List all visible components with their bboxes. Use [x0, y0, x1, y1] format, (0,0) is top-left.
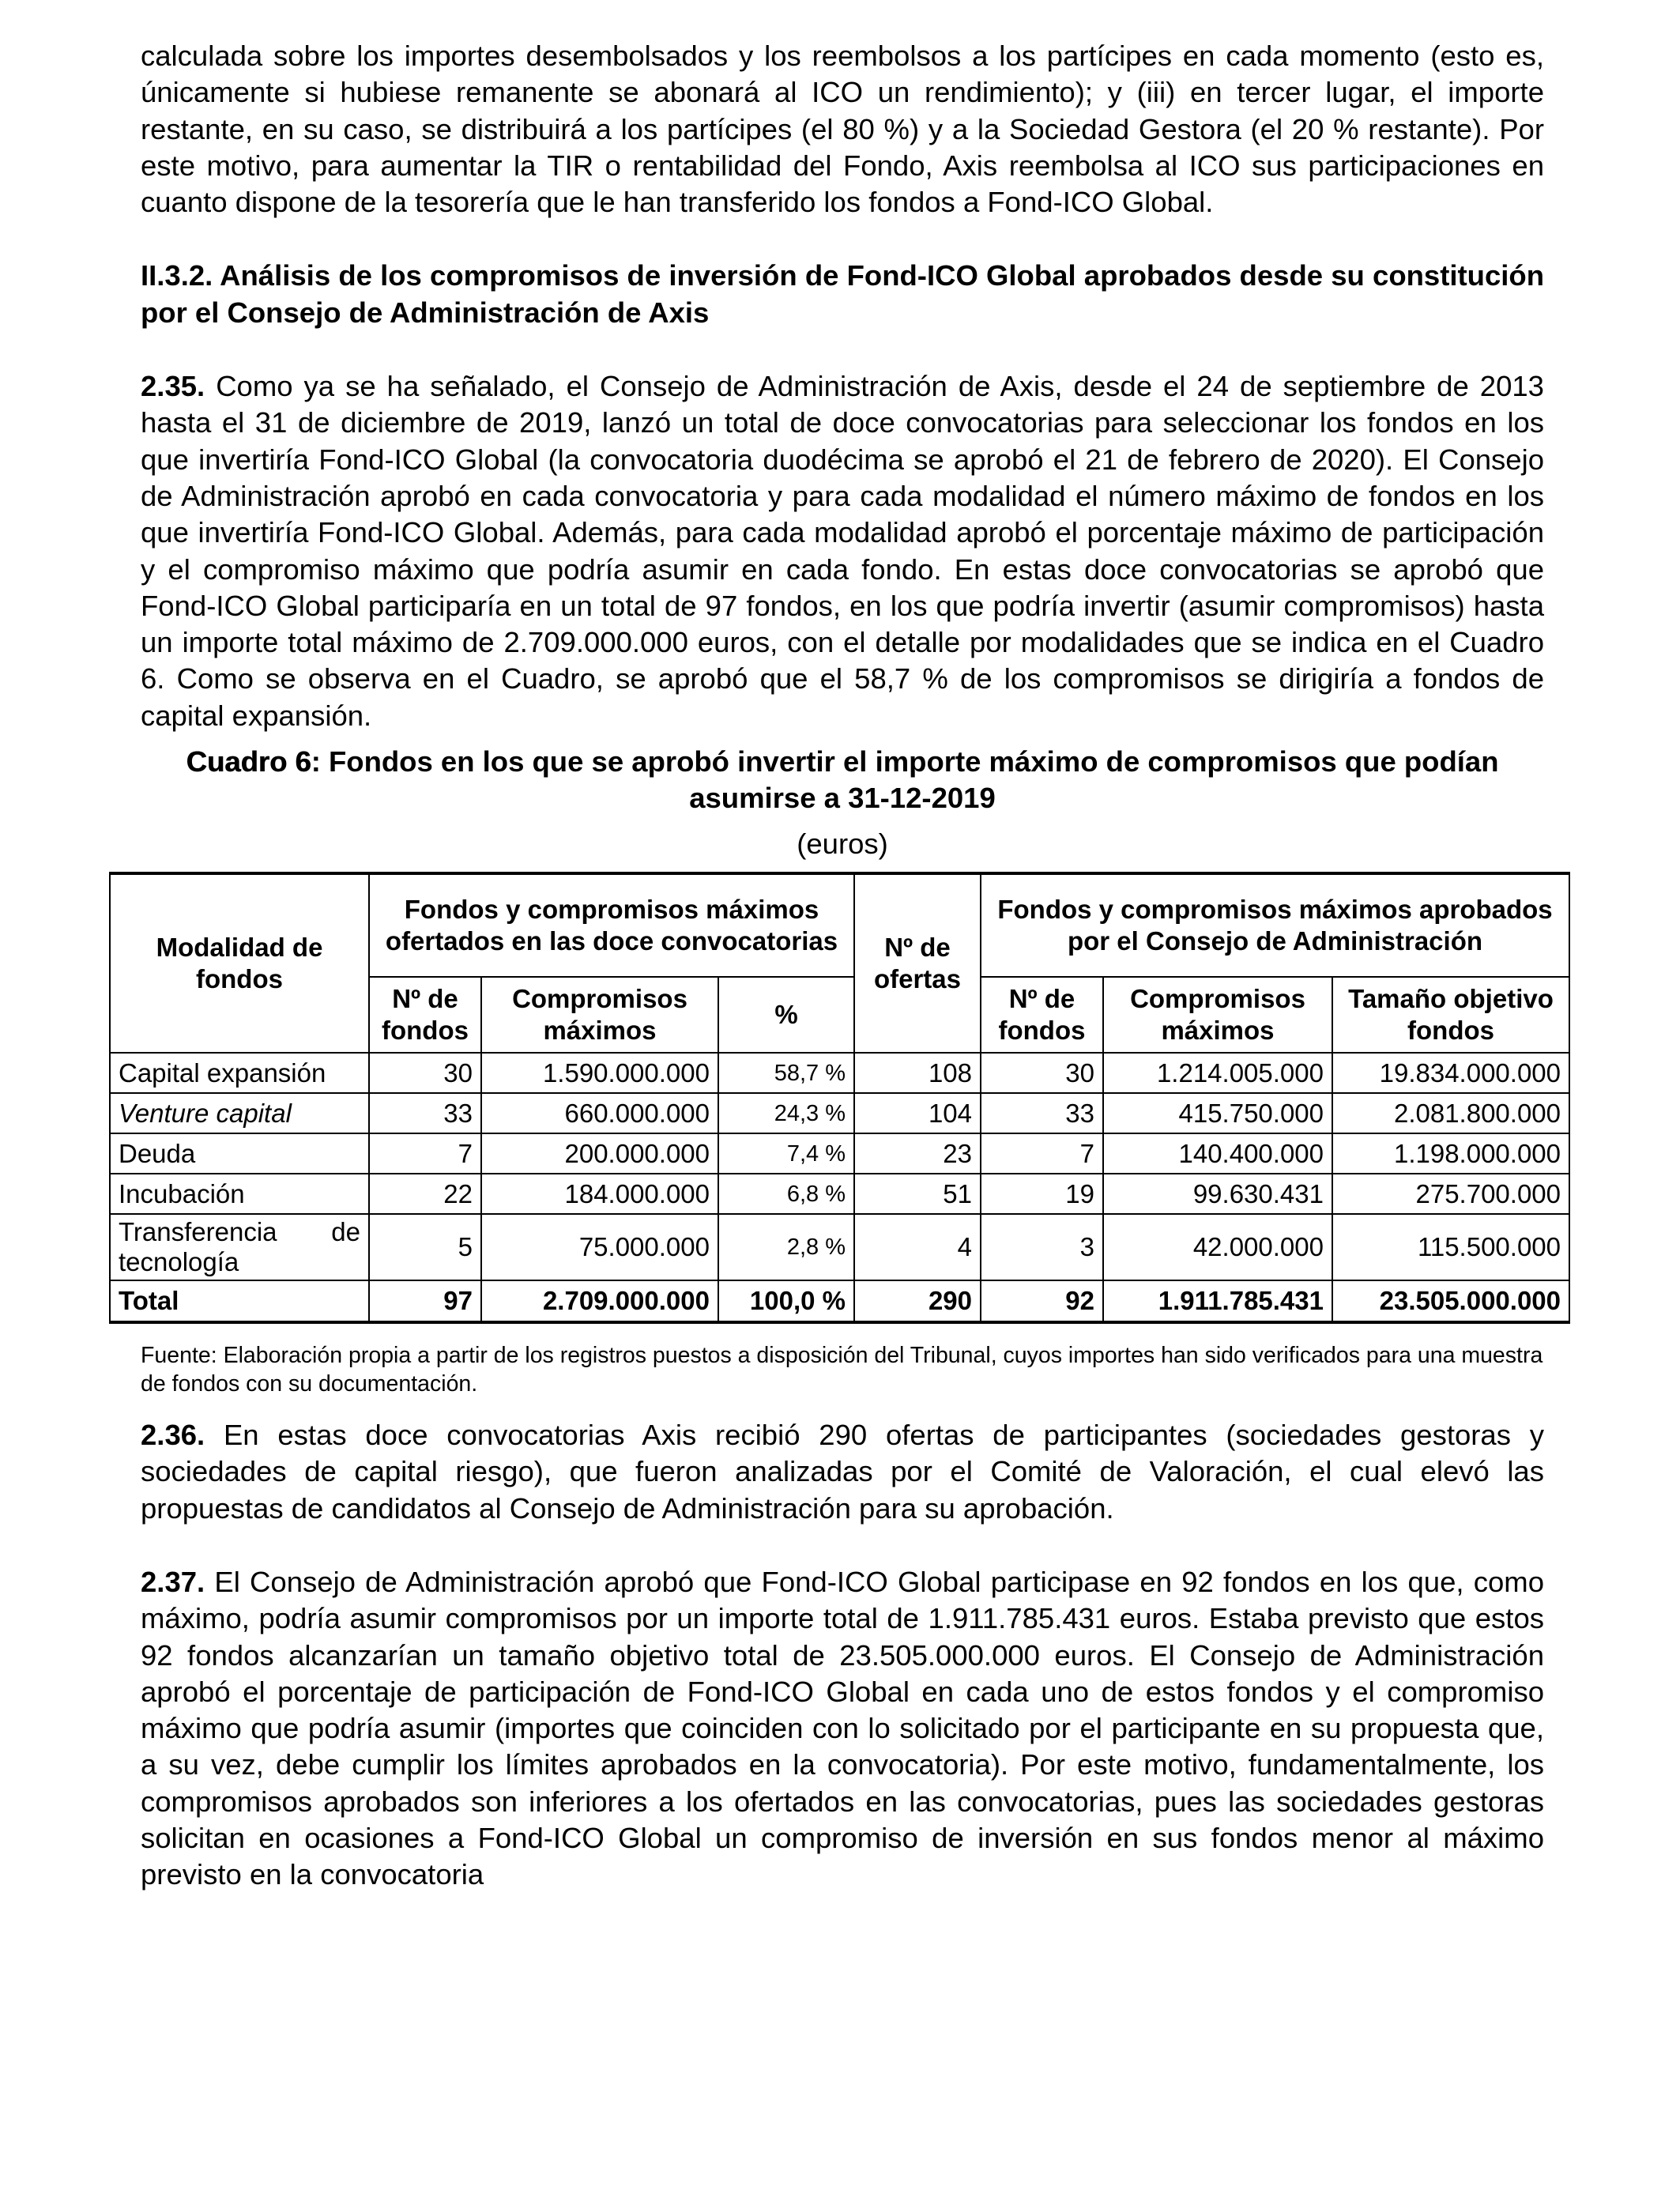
paragraph-number: 2.36.	[141, 1419, 205, 1452]
section-heading: II.3.2. Análisis de los compromisos de inversión de Fond-ICO Global aprobados desde su constitución por el Consejo de Administración de Axis	[141, 259, 1544, 329]
header-tamano-objetivo: Tamaño objetivo fondos	[1332, 977, 1569, 1053]
row-label-line-1: Transferencia de	[119, 1217, 360, 1247]
cell-comp-aprobados: 415.750.000	[1103, 1093, 1332, 1133]
header-n-ofertas: Nº de ofertas	[854, 873, 981, 1053]
cell-ofertas: 51	[854, 1174, 981, 1214]
total-tamano: 23.505.000.000	[1332, 1280, 1569, 1322]
total-n-ofertados: 97	[369, 1280, 481, 1322]
cell-comp-ofertados: 1.590.000.000	[481, 1053, 718, 1093]
paragraph-2-35	[141, 368, 1544, 734]
cell-n-ofertados: 5	[369, 1214, 481, 1280]
cell-n-aprobados: 33	[981, 1093, 1103, 1133]
header-compromisos-ofertados: Compromisos máximos	[481, 977, 718, 1053]
table-row	[110, 1133, 1569, 1174]
header-ofertados-group: Fondos y compromisos máximos ofertados en las doce convocatorias	[369, 873, 854, 977]
cell-ofertas: 108	[854, 1053, 981, 1093]
row-label: Capital expansión	[110, 1053, 369, 1093]
document-page	[119, 38, 1561, 1894]
cell-pct: 7,4 %	[718, 1133, 854, 1174]
header-aprobados-group: Fondos y compromisos máximos aprobados por el Consejo de Administración	[981, 873, 1569, 977]
total-n-aprobados: 92	[981, 1280, 1103, 1322]
cell-comp-aprobados: 1.214.005.000	[1103, 1053, 1332, 1093]
header-n-fondos-aprobados: Nº de fondos	[981, 977, 1103, 1053]
table-row	[110, 1053, 1569, 1093]
cell-ofertas: 23	[854, 1133, 981, 1174]
cell-comp-aprobados: 42.000.000	[1103, 1214, 1332, 1280]
header-pct: %	[718, 977, 854, 1053]
table-title: : Fondos en los que se aprobó invertir el importe máximo de compromisos que podían asumirse a 31-12-2019	[311, 745, 1499, 815]
header-n-fondos-ofertados: Nº de fondos	[369, 977, 481, 1053]
paragraph-2-37	[141, 1564, 1544, 1894]
cell-n-ofertados: 7	[369, 1133, 481, 1174]
cell-pct: 58,7 %	[718, 1053, 854, 1093]
cell-n-aprobados: 19	[981, 1174, 1103, 1214]
cell-tamano: 1.198.000.000	[1332, 1133, 1569, 1174]
header-compromisos-aprobados: Compromisos máximos	[1103, 977, 1332, 1053]
row-label: Deuda	[110, 1133, 369, 1174]
cell-comp-ofertados: 184.000.000	[481, 1174, 718, 1214]
cell-comp-ofertados: 200.000.000	[481, 1133, 718, 1174]
cell-tamano: 2.081.800.000	[1332, 1093, 1569, 1133]
cell-n-ofertados: 33	[369, 1093, 481, 1133]
cell-n-ofertados: 22	[369, 1174, 481, 1214]
cell-n-aprobados: 7	[981, 1133, 1103, 1174]
total-comp-ofertados: 2.709.000.000	[481, 1280, 718, 1322]
cell-comp-ofertados: 660.000.000	[481, 1093, 718, 1133]
cell-pct: 24,3 %	[718, 1093, 854, 1133]
table-row	[110, 1093, 1569, 1133]
cell-ofertas: 104	[854, 1093, 981, 1133]
row-label: Venture capital	[110, 1093, 369, 1133]
total-pct: 100,0 %	[718, 1280, 854, 1322]
row-label-line-2: tecnología	[119, 1247, 239, 1277]
paragraph-number: 2.37.	[141, 1565, 205, 1598]
cell-pct: 6,8 %	[718, 1174, 854, 1214]
paragraph-2-36	[141, 1417, 1544, 1527]
cell-pct: 2,8 %	[718, 1214, 854, 1280]
cell-tamano: 115.500.000	[1332, 1214, 1569, 1280]
paragraph-text: En estas doce convocatorias Axis recibió 290 ofertas de participantes (sociedades gestoras y sociedades de capital riesgo), que fueron analizadas por el Comité de Valoración, el cual elevó las propuestas de candidatos al Consejo de Administración para su aprobación.	[141, 1419, 1544, 1525]
row-label	[110, 1214, 369, 1280]
row-label: Incubación	[110, 1174, 369, 1214]
cell-comp-aprobados: 140.400.000	[1103, 1133, 1332, 1174]
paragraph-text: Como ya se ha señalado, el Consejo de Administración de Axis, desde el 24 de septiembre de 2013 hasta el 31 de diciembre de 2019, lanzó un total de doce convocatorias para seleccionar los fondos en los que invertiría Fond-ICO Global (la convocatoria duodécima se aprobó el 21 de febrero de 2020). El Consejo de Administración aprobó en cada convocatoria y para cada modalidad el número máximo de fondos en los que invertiría Fond-ICO Global. Además, para cada modalidad aprobó el porcentaje máximo de participación y el compromiso máximo que podría asumir en cada fondo. En estas doce convocatorias se aprobó que Fond-ICO Global participaría en un total de 97 fondos, en los que podría invertir (asumir compromisos) hasta un importe total máximo de 2.709.000.000 euros, con el detalle por modalidades que se indica en el Cuadro 6. Como se observa en el Cuadro, se aprobó que el 58,7 % de los compromisos se dirigiría a fondos de capital expansión.	[141, 370, 1544, 732]
cell-n-aprobados: 3	[981, 1214, 1103, 1280]
table-source-note: Fuente: Elaboración propia a partir de los registros puestos a disposición del Tribunal, cuyos importes han sido verificados para una muestra de fondos con su documentación.	[141, 1343, 1543, 1397]
table-row	[110, 1174, 1569, 1214]
cell-tamano: 275.700.000	[1332, 1174, 1569, 1214]
cuadro-6-table	[109, 872, 1570, 1324]
table-total-row	[110, 1280, 1569, 1322]
paragraph-text: El Consejo de Administración aprobó que Fond-ICO Global participase en 92 fondos en los que, como máximo, podría asumir compromisos por un importe total de 1.911.785.431 euros. Estaba previsto que estos 92 fondos alcanzarían un tamaño objetivo total de 23.505.000.000 euros. El Consejo de Administración aprobó el porcentaje de participación de Fond-ICO Global en cada uno de estos fondos y el compromiso máximo que podría asumir (importes que coinciden con lo solicitado por el participante en su propuesta que, a su vez, debe cumplir los límites aprobados en la convocatoria). Por este motivo, fundamentalmente, los compromisos aprobados son inferiores a los ofertados en las convocatorias, pues las sociedades gestoras solicitan en ocasiones a Fond-ICO Global un compromiso de inversión en sus fondos menor al máximo previsto en la convocatoria	[141, 1565, 1544, 1891]
paragraph-number: 2.35.	[141, 370, 205, 403]
cell-n-aprobados: 30	[981, 1053, 1103, 1093]
cell-comp-ofertados: 75.000.000	[481, 1214, 718, 1280]
cell-n-ofertados: 30	[369, 1053, 481, 1093]
total-comp-aprobados: 1.911.785.431	[1103, 1280, 1332, 1322]
table-row	[110, 1214, 1569, 1280]
total-ofertas: 290	[854, 1280, 981, 1322]
table-label: Cuadro 6	[186, 745, 311, 778]
cell-ofertas: 4	[854, 1214, 981, 1280]
intro-paragraph: calculada sobre los importes desembolsados y los reembolsos a los partícipes en cada momento (esto es, únicamente si hubiese remanente se abonará al ICO un rendimiento); y (iii) en tercer lugar, el importe restante, en su caso, se distribuirá a los partícipes (el 80 %) y a la Sociedad Gestora (el 20 % restante). Por este motivo, para aumentar la TIR o rentabilidad del Fondo, Axis reembolsa al ICO sus participaciones en cuanto dispone de la tesorería que le han transferido los fondos a Fond-ICO Global.	[141, 40, 1544, 219]
cell-tamano: 19.834.000.000	[1332, 1053, 1569, 1093]
table-units: (euros)	[797, 827, 888, 861]
table-caption	[141, 744, 1544, 816]
total-label: Total	[110, 1280, 369, 1322]
cell-comp-aprobados: 99.630.431	[1103, 1174, 1332, 1214]
header-modalidad: Modalidad de fondos	[110, 873, 369, 1053]
